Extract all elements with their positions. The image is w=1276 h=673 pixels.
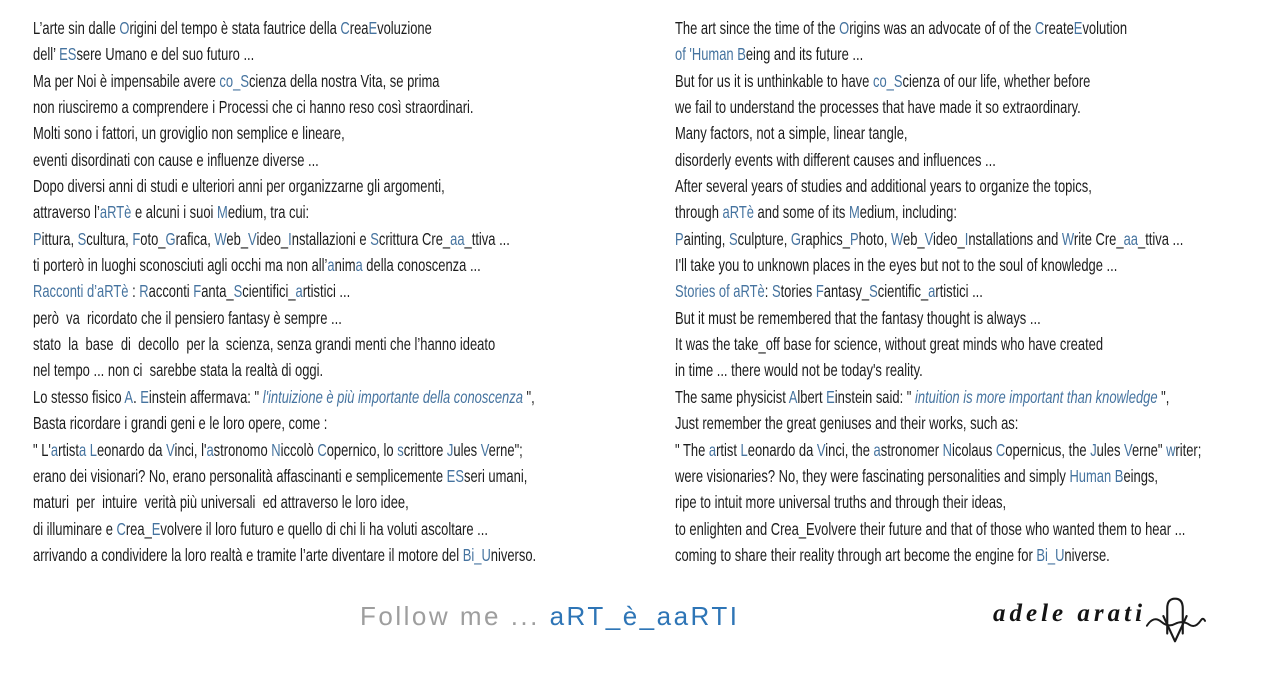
text-line: di illuminare e Crea_Evolvere il loro futuro e quello di chi li ha voluti ascoltare ... xyxy=(33,518,488,539)
text-line: Pittura, Scultura, Foto_Grafica, Web_Video_Installazioni e Scrittura Cre_aa_ttiva ... xyxy=(33,228,510,249)
text-line: I'll take you to unknown places in the eyes but not to the soul of knowledge ... xyxy=(675,255,1118,276)
text-line: nel tempo ... non ci sarebbe stata la realtà di oggi. xyxy=(33,360,324,381)
text-line: The art since the time of the Origins was an advocate of of the CreateEvolution xyxy=(675,18,1128,38)
text-line: ti porterò in luoghi sconosciuti agli occhi ma non all’anima della conoscenza ... xyxy=(33,255,481,276)
text-line: Painting, Sculpture, Graphics_Photo, Web_Video_Installations and Write Cre_aa_ttiva ... xyxy=(675,228,1184,249)
text-line: to enlighten and Crea_Evolvere their future and that of those who wanted them to hear ... xyxy=(675,518,1186,539)
text-line: in time ... there would not be today's reality. xyxy=(675,360,923,381)
text-line: arrivando a condividere la loro realtà e tramite l’arte diventare il motore del Bi_Universo. xyxy=(33,544,537,565)
italian-text-column xyxy=(33,15,673,568)
artist-monogram-icon xyxy=(1143,589,1207,649)
english-text-lines xyxy=(675,15,1276,568)
text-line: Just remember the great geniuses and their works, such as: xyxy=(675,413,1019,434)
text-line: " The artist Leonardo da Vinci, the astronomer Nicolaus Copernicus, the Jules Verne" writer; xyxy=(675,439,1202,460)
text-line: through aRTè and some of its Medium, including: xyxy=(675,202,957,223)
text-line: maturi per intuire verità più universali ed attraverso le loro idee, xyxy=(33,492,409,513)
text-line: were visionaries? No, they were fascinating personalities and simply Human Beings, xyxy=(675,465,1159,486)
text-line: coming to share their reality through art become the engine for Bi_Universe. xyxy=(675,544,1110,565)
text-line: Dopo diversi anni di studi e ulteriori anni per organizzarne gli argomenti, xyxy=(33,176,445,197)
text-line: L’arte sin dalle Origini del tempo è stata fautrice della CreaEvoluzione xyxy=(33,18,432,38)
text-line: " L'artista Leonardo da Vinci, l'astronomo Niccolò Copernico, lo scrittore Jules Verne"; xyxy=(33,439,523,460)
text-line: Basta ricordare i grandi geni e le loro opere, come : xyxy=(33,413,328,434)
text-line: Molti sono i fattori, un groviglio non semplice e lineare, xyxy=(33,123,345,144)
text-line: ripe to intuit more universal truths and through their ideas, xyxy=(675,492,1007,513)
text-line: It was the take_off base for science, without great minds who have created xyxy=(675,334,1104,355)
text-line: But for us it is unthinkable to have co_Scienza of our life, whether before xyxy=(675,70,1091,91)
text-line: Ma per Noi è impensabile avere co_Scienza della nostra Vita, se prima xyxy=(33,70,440,91)
text-line: stato la base di decollo per la scienza, senza grandi menti che l’hanno ideato xyxy=(33,334,496,355)
english-text-column xyxy=(675,15,1275,568)
italian-text-lines xyxy=(33,15,658,568)
text-line: disorderly events with different causes and influences ... xyxy=(675,149,996,170)
text-line: we fail to understand the processes that have made it so extraordinary. xyxy=(675,97,1081,118)
text-line: Stories of aRTè: Stories Fantasy_Scientific_artistici ... xyxy=(675,281,983,302)
text-line: After several years of studies and additional years to organize the topics, xyxy=(675,176,1092,197)
text-line: attraverso l’aRTè e alcuni i suoi Medium, tra cui: xyxy=(33,202,310,223)
text-line: erano dei visionari? No, erano personalità affascinanti e semplicemente ESseri umani, xyxy=(33,465,528,486)
text-line: Racconti d’aRTè : Racconti Fanta_Scientifici_artistici ... xyxy=(33,281,351,302)
text-line: non riusciremo a comprendere i Processi che ci hanno reso così straordinari. xyxy=(33,97,474,118)
artist-handle-link[interactable]: aRT_è_aaRTI xyxy=(549,601,740,631)
text-line: The same physicist Albert Einstein said: " intuition is more important than knowledge ", xyxy=(675,386,1170,407)
text-line: of 'Human Being and its future ... xyxy=(675,44,864,65)
text-line: Many factors, not a simple, linear tangle, xyxy=(675,123,908,144)
text-line: But it must be remembered that the fantasy thought is always ... xyxy=(675,307,1041,328)
follow-me-label: Follow me ... xyxy=(360,601,550,631)
text-line: eventi disordinati con cause e influenze diverse ... xyxy=(33,149,319,170)
text-line: però va ricordato che il pensiero fantasy è sempre ... xyxy=(33,307,342,328)
text-line: dell’ ESsere Umano e del suo futuro ... xyxy=(33,44,255,65)
text-line: Lo stesso fisico A. Einstein affermava: " l'intuizione è più importante della conoscenza ", xyxy=(33,386,535,407)
follow-me-line xyxy=(360,601,739,632)
artist-signature: adele arati xyxy=(993,600,1147,627)
